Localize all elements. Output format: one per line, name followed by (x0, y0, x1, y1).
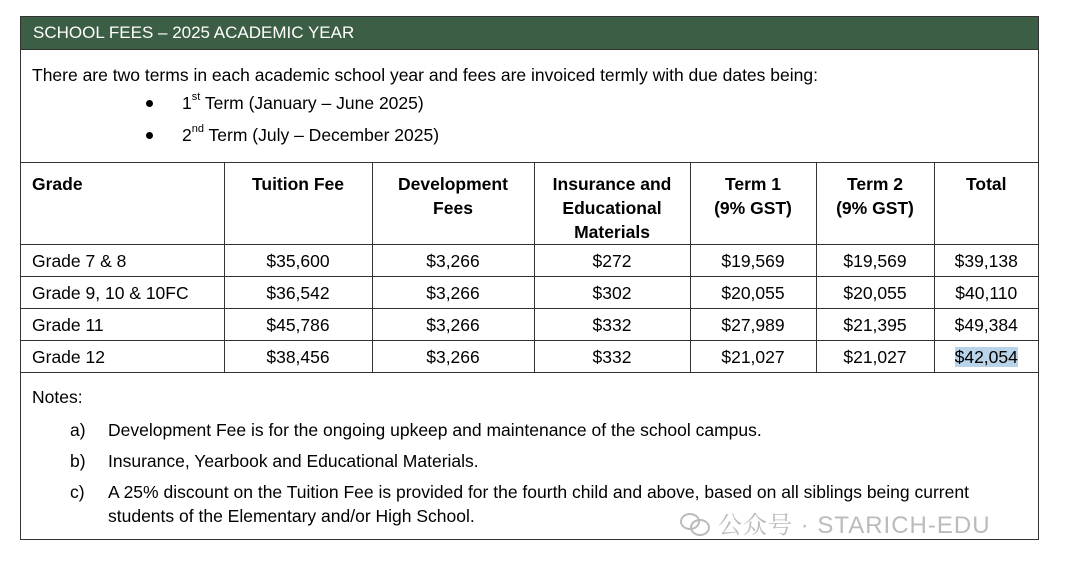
table-row (21, 277, 1038, 309)
cell-total: $49,384 (934, 309, 1038, 341)
cell-insurance: $332 (534, 309, 690, 341)
cell-development: $3,266 (372, 277, 534, 309)
cell-grade: Grade 7 & 8 (21, 245, 224, 277)
term-item-2: 2nd Term (July – December 2025) (32, 124, 1038, 146)
col-header-total: Total (934, 163, 1038, 245)
cell-tuition: $36,542 (224, 277, 372, 309)
fees-table (21, 163, 1038, 373)
intro-text: There are two terms in each academic school year and fees are invoiced termly with due dates being: (32, 65, 818, 85)
col-header-term2: Term 2 (9% GST) (816, 163, 934, 245)
note-item: a) Development Fee is for the ongoing upkeep and maintenance of the school campus. (70, 420, 762, 440)
cell-term2: $19,569 (816, 245, 934, 277)
fee-document (20, 16, 1039, 540)
term-item-1: 1st Term (January – June 2025) (32, 92, 1038, 114)
col-header-development: Development Fees (372, 163, 534, 245)
cell-development: $3,266 (372, 309, 534, 341)
cell-term1: $27,989 (690, 309, 816, 341)
col-header-insurance: Insurance and Educational Materials (534, 163, 690, 245)
cell-term1: $19,569 (690, 245, 816, 277)
term-list (32, 92, 1038, 146)
table-header-row (21, 163, 1038, 245)
cell-insurance: $272 (534, 245, 690, 277)
cell-development: $3,266 (372, 341, 534, 373)
cell-grade: Grade 9, 10 & 10FC (21, 277, 224, 309)
note-item: b) Insurance, Yearbook and Educational Materials. (70, 451, 479, 471)
cell-total[interactable] (934, 341, 1038, 373)
cell-total: $40,110 (934, 277, 1038, 309)
cell-grade: Grade 12 (21, 341, 224, 373)
wechat-icon (680, 511, 710, 535)
cell-term2: $20,055 (816, 277, 934, 309)
intro-section (21, 50, 1038, 163)
document-title: SCHOOL FEES – 2025 ACADEMIC YEAR (21, 17, 1038, 50)
notes-title: Notes: (32, 387, 83, 407)
cell-total: $39,138 (934, 245, 1038, 277)
col-header-tuition: Tuition Fee (224, 163, 372, 245)
cell-insurance: $332 (534, 341, 690, 373)
watermark-text: 公众号 · STARICH-EDU (718, 512, 991, 539)
cell-term1: $20,055 (690, 277, 816, 309)
selected-text-highlight[interactable]: $42,054 (954, 346, 1018, 367)
cell-term2: $21,395 (816, 309, 934, 341)
watermark (680, 505, 991, 540)
cell-term1: $21,027 (690, 341, 816, 373)
cell-term2: $21,027 (816, 341, 934, 373)
col-header-term1: Term 1 (9% GST) (690, 163, 816, 245)
table-row (21, 309, 1038, 341)
note-item: c) A 25% discount on the Tuition Fee is provided for the fourth child and above, based on all siblings being current students of the Elementary and/or High School. (70, 482, 969, 526)
cell-development: $3,266 (372, 245, 534, 277)
table-row (21, 341, 1038, 373)
cell-tuition: $45,786 (224, 309, 372, 341)
col-header-grade: Grade (21, 163, 224, 245)
cell-tuition: $35,600 (224, 245, 372, 277)
table-row (21, 245, 1038, 277)
cell-grade: Grade 11 (21, 309, 224, 341)
cell-insurance: $302 (534, 277, 690, 309)
cell-tuition: $38,456 (224, 341, 372, 373)
